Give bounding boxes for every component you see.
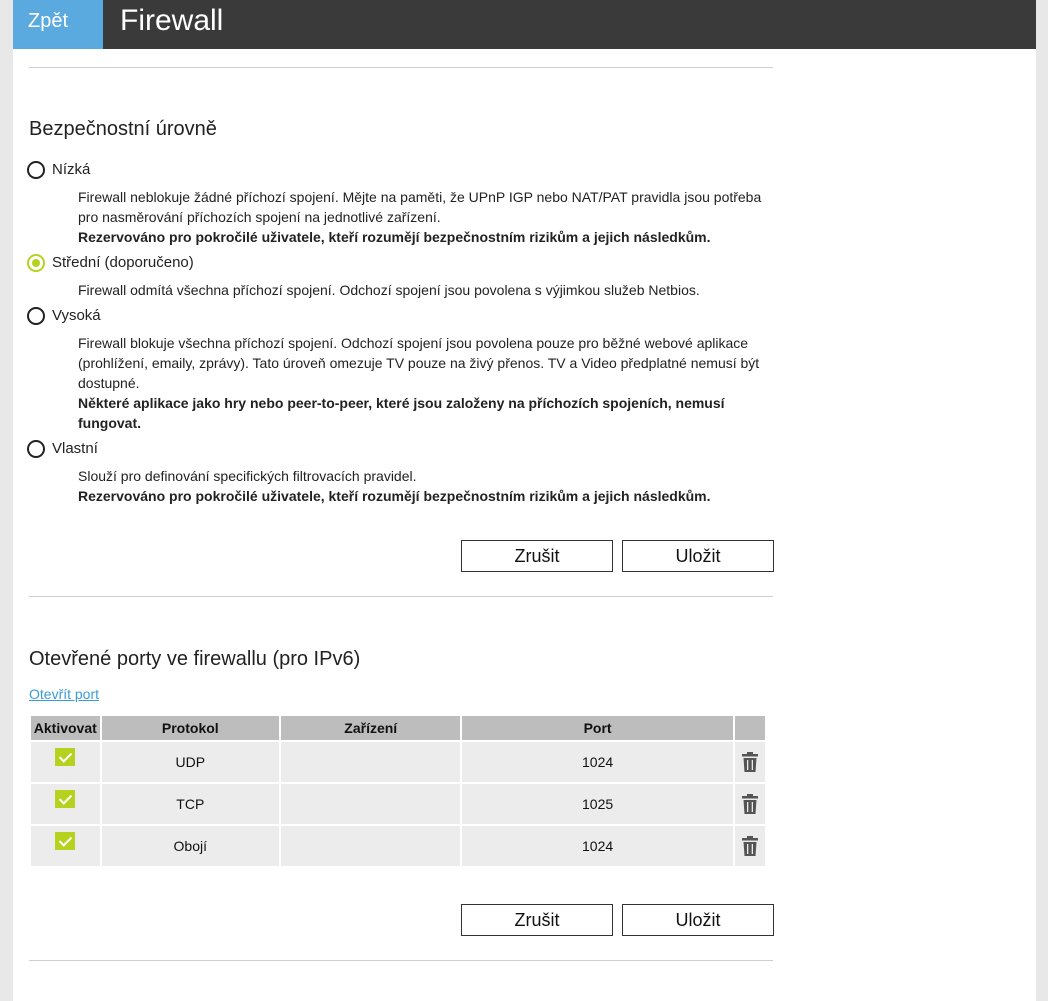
column-header-activate: Aktivovat: [31, 716, 100, 740]
trash-icon[interactable]: [742, 752, 758, 772]
trash-icon[interactable]: [742, 794, 758, 814]
table-row: [31, 742, 765, 782]
cell-port: 1025: [462, 784, 732, 824]
cell-protocol: TCP: [102, 784, 279, 824]
page-title: Firewall: [120, 4, 224, 37]
table-header-row: [31, 716, 765, 740]
cell-actions: [735, 826, 765, 866]
divider: [29, 960, 773, 961]
desc-low-warning: Rezervováno pro pokročilé uživatele, kteří rozumějí bezpečnostním rizikům a jejich následkům.: [78, 229, 711, 245]
desc-high-text: Firewall blokuje všechna příchozí spojení. Odchozí spojení jsou povolena pouze pro běžné webové aplikace (prohlížení, emaily, zprávy). Tato úroveň omezuje TV pouze na živý přenos. TV a Video předplatné nemusí být dostupné.: [78, 335, 760, 391]
radio-label-medium: Střední (doporučeno): [52, 254, 194, 271]
radio-custom[interactable]: [27, 440, 45, 458]
trash-icon[interactable]: [742, 836, 758, 856]
cell-activate: [31, 826, 100, 866]
table-row: [31, 784, 765, 824]
ports-table: [29, 714, 767, 868]
cell-device: [281, 784, 460, 824]
security-levels-title: Bezpečnostní úrovně: [29, 118, 217, 140]
radio-high[interactable]: [27, 307, 45, 325]
open-port-link[interactable]: Otevřít port: [29, 686, 100, 702]
cell-activate: [31, 784, 100, 824]
cell-protocol: Obojí: [102, 826, 279, 866]
checkbox-checked-icon[interactable]: [55, 748, 75, 766]
open-ports-title: Otevřené porty ve firewallu (pro IPv6): [29, 648, 361, 670]
desc-low: [78, 187, 778, 247]
column-header-device: Zařízení: [281, 716, 460, 740]
back-button[interactable]: Zpět: [13, 0, 103, 49]
cell-actions: [735, 784, 765, 824]
cell-protocol: UDP: [102, 742, 279, 782]
cell-port: 1024: [462, 826, 732, 866]
security-save-button[interactable]: Uložit: [622, 540, 774, 572]
radio-medium[interactable]: [27, 254, 45, 272]
radio-label-low: Nízká: [52, 161, 91, 178]
top-bar: [13, 0, 1036, 49]
security-cancel-button[interactable]: Zrušit: [461, 540, 613, 572]
radio-label-high: Vysoká: [52, 307, 101, 324]
cell-activate: [31, 742, 100, 782]
checkbox-checked-icon[interactable]: [55, 790, 75, 808]
divider: [29, 596, 773, 597]
table-row: [31, 826, 765, 866]
divider: [29, 67, 773, 68]
desc-custom: [78, 466, 778, 506]
column-header-port: Port: [462, 716, 732, 740]
checkbox-checked-icon[interactable]: [55, 832, 75, 850]
ports-cancel-button[interactable]: Zrušit: [461, 904, 613, 936]
desc-high-warning: Některé aplikace jako hry nebo peer-to-peer, které jsou založeny na příchozích spojeních, nemusí fungovat.: [78, 395, 725, 431]
column-header-actions: [735, 716, 765, 740]
desc-high: [78, 333, 778, 433]
cell-device: [281, 742, 460, 782]
column-header-protocol: Protokol: [102, 716, 279, 740]
desc-custom-text: Slouží pro definování specifických filtrovacích pravidel.: [78, 468, 417, 484]
radio-low[interactable]: [27, 161, 45, 179]
cell-actions: [735, 742, 765, 782]
desc-low-text: Firewall neblokuje žádné příchozí spojení. Mějte na paměti, že UPnP IGP nebo NAT/PAT pravidla jsou potřeba pro nasměrování příchozích spojení na jednotlivé zařízení.: [78, 189, 762, 225]
desc-custom-warning: Rezervováno pro pokročilé uživatele, kteří rozumějí bezpečnostním rizikům a jejich následkům.: [78, 488, 711, 504]
radio-label-custom: Vlastní: [52, 440, 98, 457]
ports-save-button[interactable]: Uložit: [622, 904, 774, 936]
cell-port: 1024: [462, 742, 732, 782]
desc-medium-text: Firewall odmítá všechna příchozí spojení. Odchozí spojení jsou povolena s výjimkou služeb Netbios.: [78, 282, 700, 298]
cell-device: [281, 826, 460, 866]
desc-medium: [78, 280, 778, 300]
